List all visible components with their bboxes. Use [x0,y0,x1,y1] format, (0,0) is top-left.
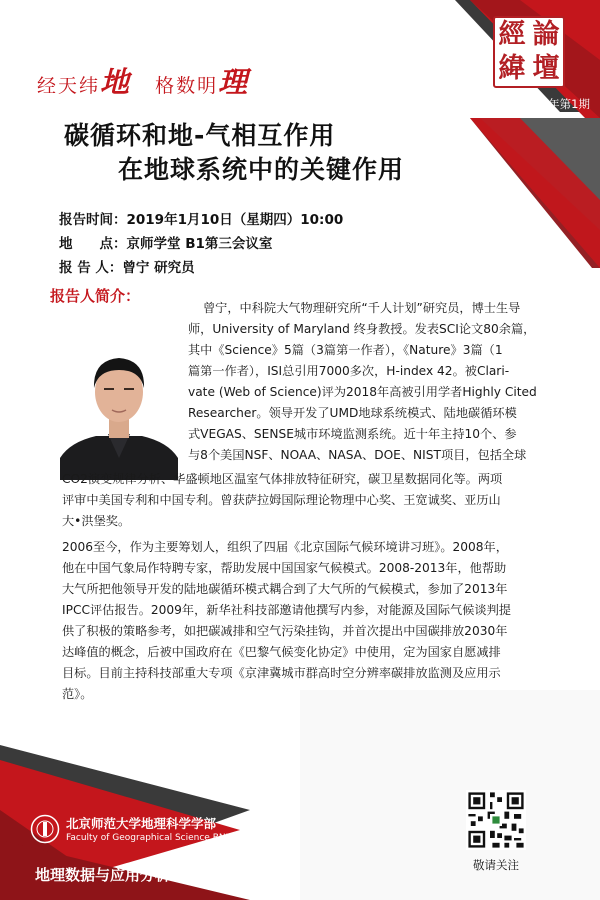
talk-title-line1: 碳循环和地-气相互作用 [64,121,336,150]
bio-line: 大气所把他领导开发的陆地碳循环模式耦合到了大气所的气候模式，参加了2013年 [62,582,508,596]
info-speaker-value: 曾宁 研究员 [122,260,195,276]
info-speaker-label: 报 告 人： [59,260,123,276]
university-emblem-icon [30,814,60,844]
qr-code[interactable] [466,790,526,850]
seal-logo [493,16,565,88]
qr-label: 敬请关注 [473,858,519,872]
info-time-value: 2019年1月10日（星期四）10:00 [126,212,344,228]
talk-title-line2: 在地球系统中的关键作用 [118,155,405,184]
bio-line: 目标。目前主持科技部重大专项《京津冀城市群高时空分辨率碳排放监测及应用示 [62,666,501,680]
info-place-label: 地 点： [59,236,127,252]
seal-char: 經 [498,19,526,50]
faculty-name-cn: 北京师范大学地理科学学部 [66,816,217,831]
bio-line: 式VEGAS、SENSE城市环境监测系统。近十年主持10个、参 [188,427,517,441]
section-title: 报告人简介： [50,287,141,305]
bio-line: 评审中美国专利和中国专利。曾获萨拉姆国际理论物理中心奖、王宽诚奖、亚历山 [62,493,501,507]
info-place-value: 京师学堂 B1第三会议室 [126,236,273,252]
info-speaker [59,256,195,276]
bio-line: 范》。 [62,687,93,701]
bio-line: 达峰值的概念，后被中国政府在《巴黎气候变化协定》中使用，定为国家自愿减排 [62,645,501,659]
bio-line: 师，University of Maryland 终身教授。发表SCI论文80余篇， [188,322,536,336]
bio-line: 与8个美国NSF、NOAA、NASA、DOE、NIST项目，包括全球 [188,448,527,462]
slogan-part: 格数明 [155,75,219,97]
speaker-photo [60,330,178,480]
slogan-emphasis: 地 [100,65,132,99]
seal-char: 論 [532,19,560,50]
center-name: 地理数据与应用分析中心 [35,866,201,884]
info-time [59,208,343,228]
slogan [37,60,249,101]
bio-line: Researcher。领导开发了UMD地球系统模式、陆地碳循环模 [188,406,517,420]
info-place [59,232,272,252]
bio-line: 其中《Science》5篇（3篇第一作者），《Nature》3篇（1 [188,343,503,357]
faculty-name-en: Faculty of Geographical Science BNU [66,833,233,843]
faculty-logo [30,812,233,852]
bio-line: vate (Web of Science)评为2018年高被引用学者Highly Cited [188,385,537,399]
bio-line: 曾宁，中科院大气物理研究所“千人计划”研究员，博士生导 [203,301,521,315]
slogan-part: 经天纬 [37,75,101,97]
bio-line: 篇第一作者），ISI总引用7000多次，H-index 42。被Clari- [188,364,510,378]
bio-line: 他在中国气象局作特聘专家，帮助发展中国国家气候模式。2008-2013年，他帮助 [62,561,507,575]
bio-line: 供了积极的策略参考，如把碳减排和空气污染挂钩，并首次提出中国碳排放2030年 [62,624,508,638]
seal-char: 緯 [498,53,526,84]
info-time-label: 报告时间： [59,212,127,228]
bio-line: CO2演变规律分析、华盛顿地区温室气体排放特征研究，碳卫星数据同化等。两项 [62,472,503,486]
bio-line: IPCC评估报告。2009年，新华社科技部邀请他撰写内参，对能源及国际气候谈判提 [62,603,511,617]
slogan-emphasis: 理 [218,65,250,99]
issue-number: 2019年第1期 [518,97,590,111]
bio-line: 大•洪堡奖。 [62,514,131,528]
bio-line: 2006至今，作为主要筹划人，组织了四届《北京国际气候环境讲习班》。2008年， [62,540,508,554]
seal-char: 壇 [532,53,560,84]
